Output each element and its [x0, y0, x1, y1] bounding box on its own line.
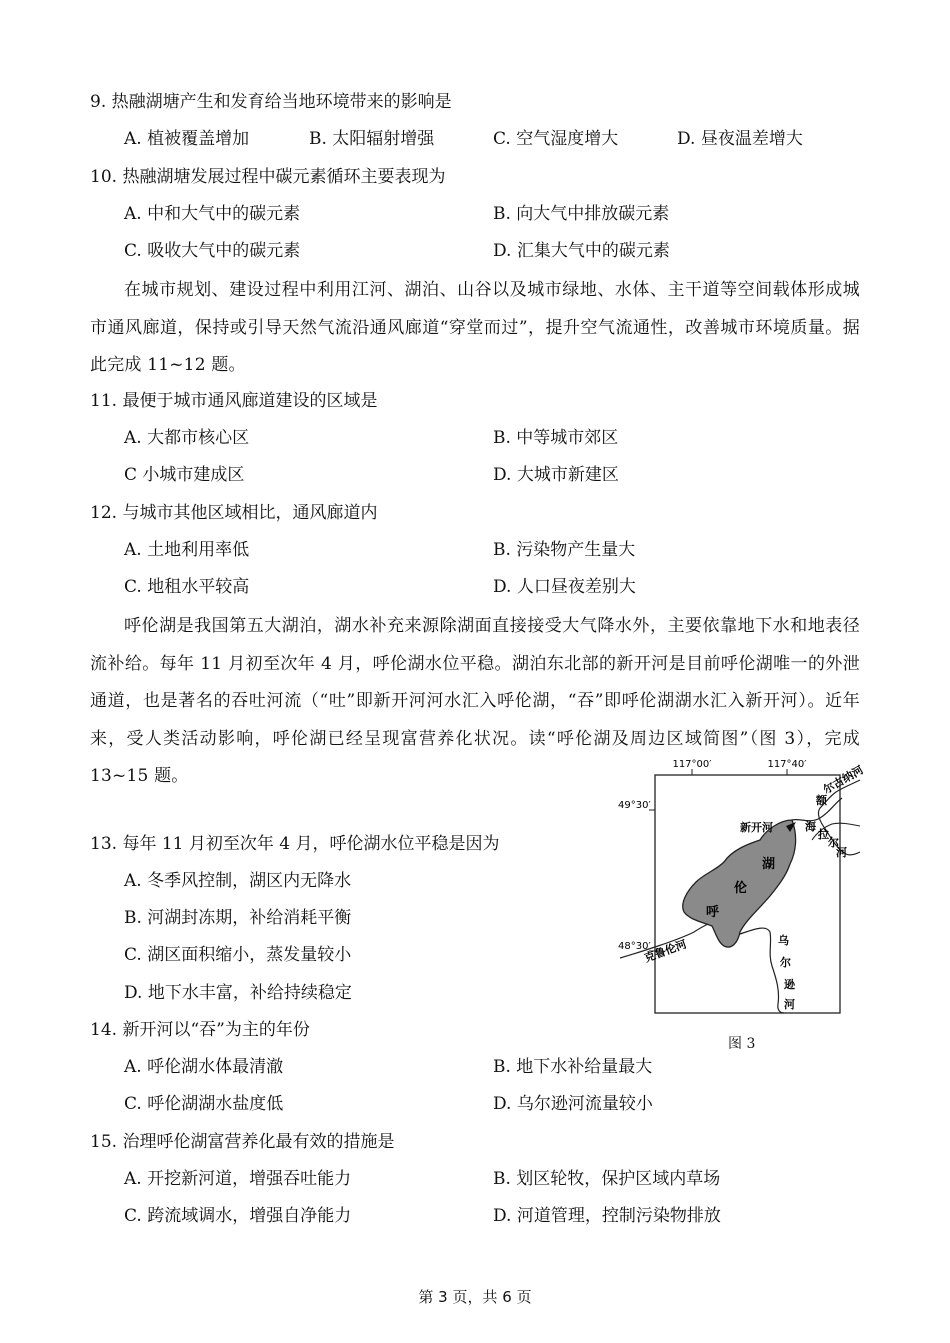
orshun-label-2: 尔: [780, 956, 791, 969]
hulun-lake-map: [618, 758, 866, 1058]
q14-option-a: A. 呼伦湖水体最清澈: [124, 1057, 284, 1077]
orshun-label-4: 河: [784, 998, 795, 1011]
q12-option-c: C. 地租水平较高: [124, 577, 250, 597]
orshun-label-3: 逊: [784, 978, 795, 991]
q9-option-d: D. 昼夜温差增大: [677, 129, 803, 149]
q13-option-b: B. 河湖封冻期，补给消耗平衡: [124, 908, 352, 928]
q13-stem: 13. 每年 11 月初至次年 4 月，呼伦湖水位平稳是因为: [90, 834, 500, 854]
q15-option-d: D. 河道管理，控制污染物排放: [493, 1206, 721, 1226]
q15-option-a: A. 开挖新河道，增强吞吐能力: [124, 1169, 352, 1189]
passage-hulun-lake: 呼伦湖是我国第五大湖泊，湖水补充来源除湖面直接接受大气降水外，主要依靠地下水和地表径流补给。每年 11 月初至次年 4 月，呼伦湖水位平稳。湖泊东北部的新开河是目前呼伦湖唯一的外泄通道，也是著名的吞吐河流（“吐”即新开河河水汇入呼伦湖，“吞”即呼伦湖湖水汇入新开河）。近年来，受人类活动影响，呼伦湖已经呈现富营养化状况。读“呼伦湖及周边区域简图”（图 3），完成 13~15 题。: [90, 616, 860, 786]
q14-option-b: B. 地下水补给量最大: [493, 1057, 653, 1077]
map-graphic: [618, 758, 866, 1028]
q12-option-a: A. 土地利用率低: [124, 540, 250, 560]
q14-stem: 14. 新开河以“吞”为主的年份: [90, 1020, 310, 1040]
ergun-label-2: 尔古纳河: [821, 763, 866, 797]
q12-option-b: B. 污染物产生量大: [493, 540, 636, 560]
ergun-label-1: 额: [816, 794, 827, 807]
q10-stem: 10. 热融湖塘发展过程中碳元素循环主要表现为: [90, 167, 446, 187]
q10-option-b: B. 向大气中排放碳元素: [493, 204, 670, 224]
hailar-label-4: 河: [836, 846, 847, 859]
q13-option-d: D. 地下水丰富，补给持续稳定: [124, 983, 352, 1003]
hailar-label-1: 海: [805, 820, 816, 833]
q14-option-d: D. 乌尔逊河流量较小: [493, 1094, 653, 1114]
q14-option-c: C. 呼伦湖湖水盐度低: [124, 1094, 284, 1114]
xinkai-label: 新开河: [740, 821, 773, 834]
q9-option-c: C. 空气湿度增大: [493, 129, 619, 149]
q9-stem: 9. 热融湖塘产生和发育给当地环境带来的影响是: [90, 92, 452, 112]
kerulen-label: 克鲁伦河: [642, 937, 689, 965]
q10-option-c: C. 吸收大气中的碳元素: [124, 241, 301, 261]
orshun-label-1: 乌: [778, 934, 789, 947]
lon-label-2: 117°40′: [767, 759, 807, 770]
lon-label-1: 117°00′: [672, 759, 712, 770]
lat-label-2: 48°30′: [618, 941, 651, 952]
q11-option-d: D. 大城市新建区: [493, 465, 619, 485]
lake-label-3: 呼: [706, 905, 720, 920]
q13-option-c: C. 湖区面积缩小，蒸发量较小: [124, 945, 352, 965]
q10-option-a: A. 中和大气中的碳元素: [124, 204, 301, 224]
q11-option-b: B. 中等城市郊区: [493, 428, 619, 448]
q15-stem: 15. 治理呼伦湖富营养化最有效的措施是: [90, 1132, 395, 1152]
q12-option-d: D. 人口昼夜差别大: [493, 577, 636, 597]
hailar-label-3: 尔: [828, 836, 839, 849]
q12-stem: 12. 与城市其他区域相比，通风廊道内: [90, 503, 378, 523]
lake-label-1: 湖: [762, 857, 776, 872]
hailar-label-2: 拉: [818, 828, 829, 841]
page-footer: 第 3 页，共 6 页: [418, 1288, 532, 1306]
figure-caption: 图 3: [728, 1036, 756, 1052]
q15-option-b: B. 划区轮牧，保护区域内草场: [493, 1169, 721, 1189]
passage-ventilation-corridor: 在城市规划、建设过程中利用江河、湖泊、山谷以及城市绿地、水体、主干道等空间载体形成城市通风廊道，保持或引导天然气流沿通风廊道“穿堂而过”，提升空气流通性，改善城市环境质量。据此完成 11~12 题。: [90, 280, 860, 375]
q9-option-a: A. 植被覆盖增加: [124, 129, 250, 149]
q11-option-c: C 小城市建成区: [124, 465, 245, 485]
lat-label-1: 49°30′: [618, 800, 651, 811]
q13-option-a: A. 冬季风控制，湖区内无降水: [124, 871, 352, 891]
q15-option-c: C. 跨流域调水，增强自净能力: [124, 1206, 352, 1226]
lake-label-2: 伦: [734, 881, 748, 896]
q11-stem: 11. 最便于城市通风廊道建设的区域是: [90, 391, 378, 411]
q11-option-a: A. 大都市核心区: [124, 428, 250, 448]
q10-option-d: D. 汇集大气中的碳元素: [493, 241, 670, 261]
q9-option-b: B. 太阳辐射增强: [309, 129, 435, 149]
